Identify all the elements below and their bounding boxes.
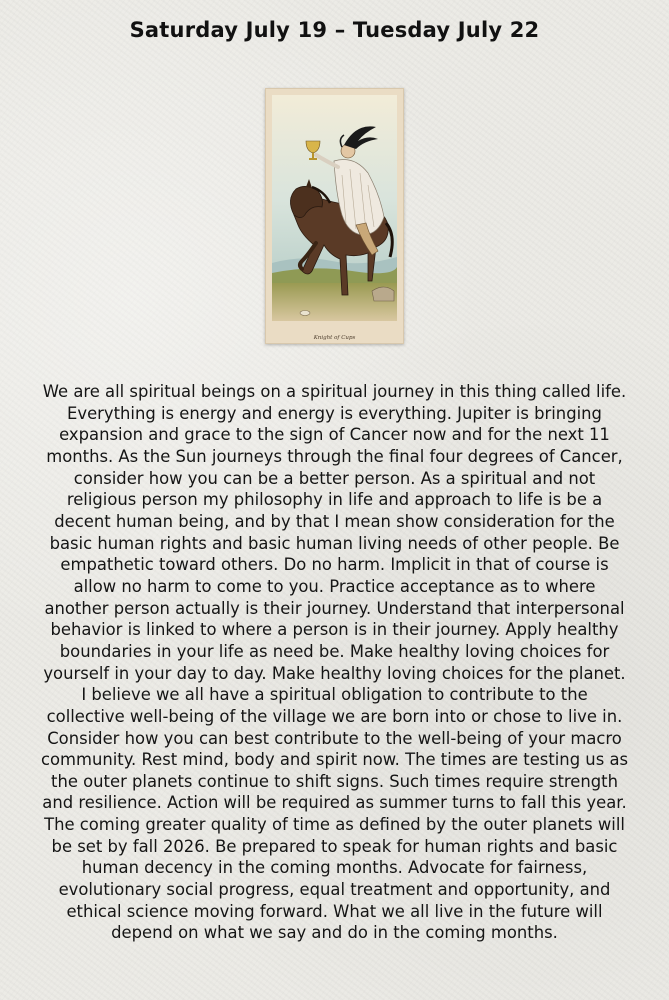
card-caption: Knight of Cups xyxy=(313,335,356,341)
tarot-card-image xyxy=(265,88,404,344)
body-paragraph: We are all spiritual beings on a spiritual journey in this thing called life. Everything is energy and energy is everything. Jupiter is bringing expansion and grace to the sign of Cancer now and for the next 11 months. As the Sun journeys through the final four degrees of Cancer, consider how you can be a better person. As a spiritual and not religious person my philosophy in life and approach to life is be a decent human being, and by that I mean show consideration for the basic human rights and basic human living needs of other people. Be empathetic toward others. Do no harm. Implicit in that of course is allow no harm to come to you. Practice acceptance as to where another person actually is their journey. Understand that interpersonal behavior is linked to where a person is in their journey. Apply healthy boundaries in your life as need be. Make healthy loving choices for yourself in your day to day. Make healthy loving choices for the planet. I believe we all have a spiritual obligation to contribute to the collective well-being of the village we are born into or chose to live in. Consider how you can best contribute to the well-being of your macro community. Rest mind, body and spirit now. The times are testing us as the outer planets continue to shift signs. Such times require strength and resilience. Action will be required as summer turns to fall this year. The coming greater quality of time as defined by the outer planets will be set by fall 2026. Be prepared to speak for human rights and basic human decency in the coming months. Advocate for fairness, evolutionary social progress, equal treatment and opportunity, and ethical science moving forward. What we all live in the future will depend on what we say and do in the coming months. xyxy=(40,382,629,943)
page-title: Saturday July 19 – Tuesday July 22 xyxy=(129,18,540,42)
knight-of-cups-illustration xyxy=(272,95,397,331)
